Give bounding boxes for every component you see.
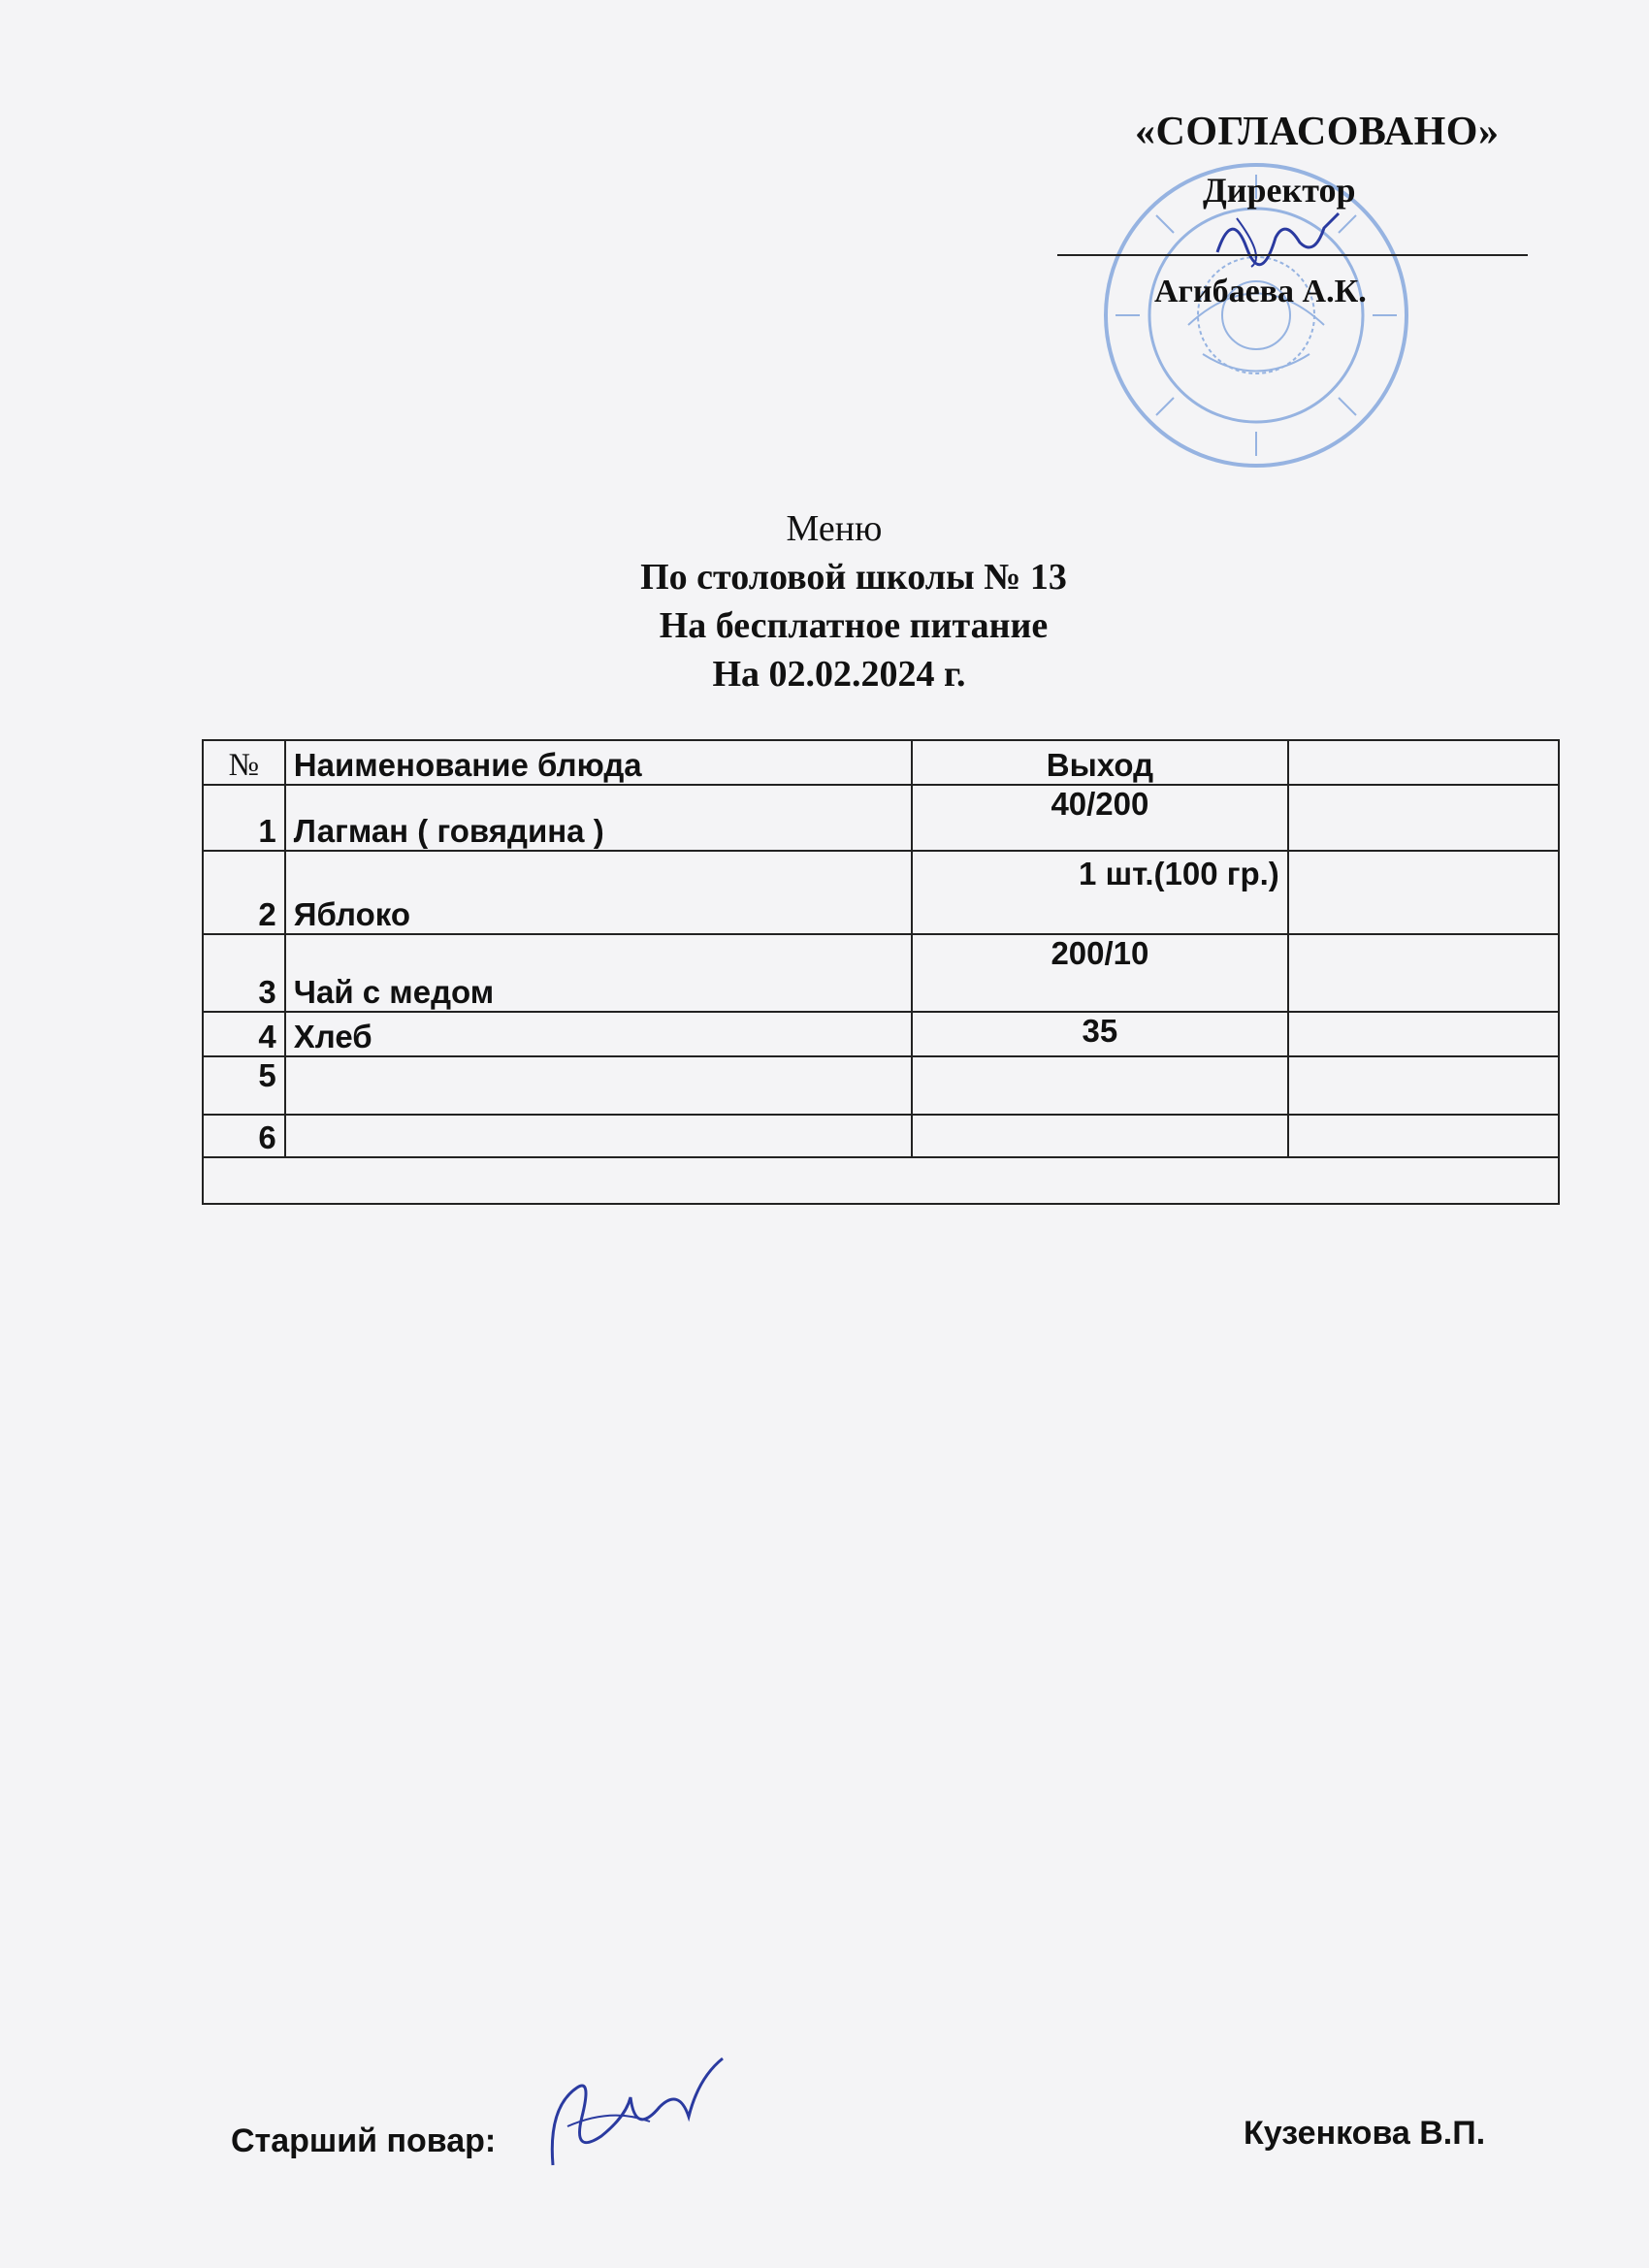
heading-date: На 02.02.2024 г. xyxy=(712,654,966,695)
extra-cell xyxy=(1288,1056,1559,1115)
dish-name: Чай с медом xyxy=(285,934,912,1012)
dish-name: Лагман ( говядина ) xyxy=(285,785,912,851)
dish-name xyxy=(285,1056,912,1115)
dish-yield: 1 шт.(100 гр.) xyxy=(912,851,1288,934)
dish-yield: 40/200 xyxy=(912,785,1288,851)
cook-signature xyxy=(534,2049,737,2185)
dish-name xyxy=(285,1115,912,1157)
row-number: 4 xyxy=(203,1012,285,1056)
table-footer-cell xyxy=(203,1157,1559,1204)
dish-yield xyxy=(912,1056,1288,1115)
row-number: 6 xyxy=(203,1115,285,1157)
table-row xyxy=(203,785,1559,851)
table-row xyxy=(203,1012,1559,1056)
dish-yield: 200/10 xyxy=(912,934,1288,1012)
director-name: Агибаева А.К. xyxy=(1154,274,1367,309)
row-number: 5 xyxy=(203,1056,285,1115)
row-number: 3 xyxy=(203,934,285,1012)
dish-name: Хлеб xyxy=(285,1012,912,1056)
signature-line xyxy=(1057,254,1528,256)
table-row xyxy=(203,1115,1559,1157)
table-row xyxy=(203,1056,1559,1115)
extra-cell xyxy=(1288,934,1559,1012)
header-extra xyxy=(1288,740,1559,785)
dish-yield xyxy=(912,1115,1288,1157)
approval-role: Директор xyxy=(1203,171,1356,210)
cook-name: Кузенкова В.П. xyxy=(1244,2115,1486,2152)
heading-free-meals: На бесплатное питание xyxy=(659,605,1049,646)
approval-title: «СОГЛАСОВАНО» xyxy=(1135,110,1500,154)
table-row xyxy=(203,934,1559,1012)
header-number: № xyxy=(203,740,285,785)
dish-name: Яблоко xyxy=(285,851,912,934)
extra-cell xyxy=(1288,1012,1559,1056)
director-signature xyxy=(1208,199,1343,276)
heading-school: По столовой школы № 13 xyxy=(640,557,1067,598)
table-footer-row xyxy=(203,1157,1559,1204)
heading-menu: Меню xyxy=(786,508,883,549)
header-dish-name: Наименование блюда xyxy=(285,740,912,785)
header-yield: Выход xyxy=(912,740,1288,785)
dish-yield: 35 xyxy=(912,1012,1288,1056)
extra-cell xyxy=(1288,1115,1559,1157)
menu-table xyxy=(202,739,1560,1205)
table-row xyxy=(203,851,1559,934)
extra-cell xyxy=(1288,851,1559,934)
cook-role: Старший повар: xyxy=(231,2122,497,2159)
row-number: 1 xyxy=(203,785,285,851)
table-header-row xyxy=(203,740,1559,785)
row-number: 2 xyxy=(203,851,285,934)
extra-cell xyxy=(1288,785,1559,851)
document-heading xyxy=(0,504,1649,698)
